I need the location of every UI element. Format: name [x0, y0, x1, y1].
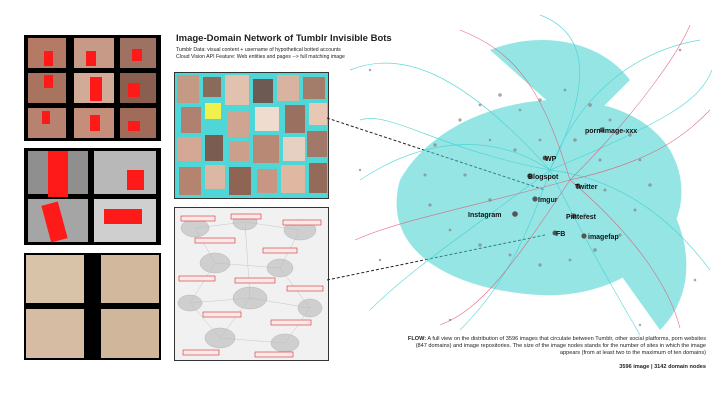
- caption-footer: 3596 image | 3142 domain nodes: [619, 364, 706, 370]
- label-pinterest: Pinterest: [566, 214, 596, 221]
- caption-lead: FLOW:: [407, 336, 427, 342]
- label-imagefap: imagefap: [588, 234, 619, 241]
- edge-mass: [397, 40, 687, 330]
- caption-text: A full view on the distribution of 3596 images that circulate between Tumblr, other social platforms, porn websites (847 domains) and image repositories. The size of the image nodes stands for the number of sites in which the image appears (from at least two to the maximum of ten domains): [415, 336, 706, 356]
- subtitle-line-2: Cloud Vision API Feature: Web entities and pages --> full matching image: [176, 54, 345, 60]
- subtitle-line-1: Tumblr Data: visual content + username of hypothetical botted accounts: [176, 47, 341, 53]
- page-title: Image-Domain Network of Tumblr Invisible Bots: [176, 33, 392, 44]
- label-fb: FB: [556, 231, 566, 238]
- label-blogspot: Blogspot: [528, 174, 559, 181]
- label-porn-image-xxx: porn-image-xxx: [585, 128, 638, 135]
- label-twitter: Twitter: [575, 184, 598, 191]
- label-imgur: Imgur: [538, 197, 558, 204]
- label-instagram: Instagram: [468, 212, 502, 219]
- network-graph: [340, 10, 715, 340]
- figure-caption: [406, 336, 706, 357]
- label-wp: WP: [545, 156, 557, 163]
